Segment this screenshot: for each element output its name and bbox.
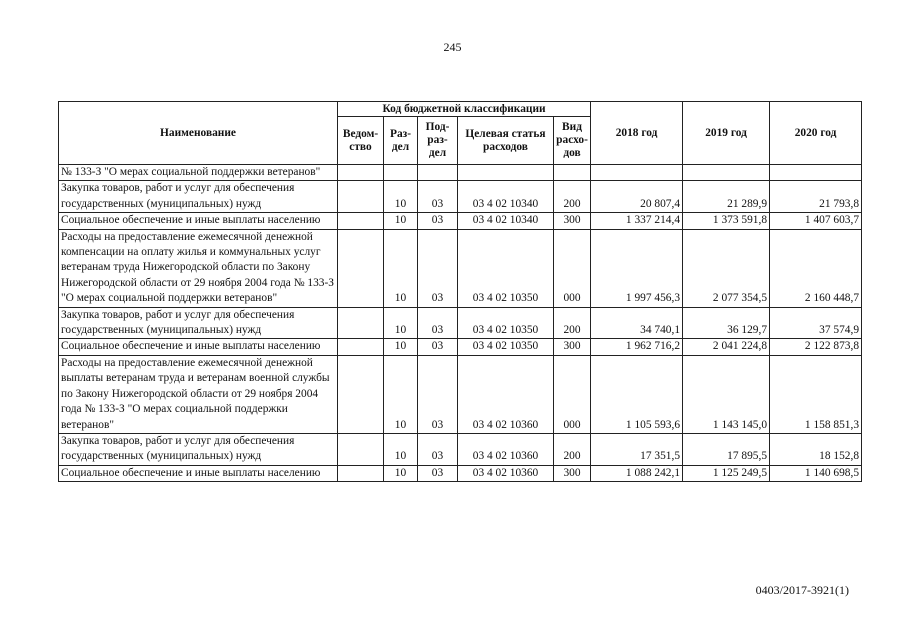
row-podrazdel-cell: 03 [418, 307, 458, 339]
table-row [59, 465, 862, 481]
table-row [59, 339, 862, 355]
row-name-cell: № 133-З "О мерах социальной поддержки ветеранов" [59, 165, 338, 181]
row-name-cell: Закупка товаров, работ и услуг для обеспечения государственных (муниципальных) нужд [59, 307, 338, 339]
row-celevaya-cell: 03 4 02 10360 [458, 433, 554, 465]
row-2019-cell: 36 129,7 [683, 307, 770, 339]
row-vid-cell [554, 165, 591, 181]
row-2019-cell: 1 143 145,0 [683, 355, 770, 433]
row-name-cell: Социальное обеспечение и иные выплаты населению [59, 339, 338, 355]
row-podrazdel-cell: 03 [418, 465, 458, 481]
row-2019-cell: 2 077 354,5 [683, 229, 770, 307]
row-2019-cell: 1 125 249,5 [683, 465, 770, 481]
row-podrazdel-cell: 03 [418, 433, 458, 465]
row-razdel-cell: 10 [384, 433, 418, 465]
row-vedomstvo-cell [338, 213, 384, 229]
row-2018-cell: 20 807,4 [591, 181, 683, 213]
row-2020-cell: 1 140 698,5 [770, 465, 862, 481]
row-podrazdel-cell: 03 [418, 229, 458, 307]
row-vedomstvo-cell [338, 307, 384, 339]
row-razdel-cell: 10 [384, 213, 418, 229]
row-vid-cell: 000 [554, 355, 591, 433]
row-vid-cell: 200 [554, 181, 591, 213]
header-vedomstvo: Ведом-ство [338, 117, 384, 165]
row-name-cell: Социальное обеспечение и иные выплаты населению [59, 465, 338, 481]
row-name-cell: Расходы на предоставление ежемесячной денежной компенсации на оплату жилья и коммунальных услуг ветеранам труда Нижегородской области по Закону Нижегородской области от 29 ноября 2004 года № 133-З "О мерах социальной поддержки ветеранов" [59, 229, 338, 307]
row-2019-cell: 17 895,5 [683, 433, 770, 465]
row-vid-cell: 300 [554, 465, 591, 481]
row-celevaya-cell: 03 4 02 10340 [458, 213, 554, 229]
header-2020: 2020 год [770, 102, 862, 165]
row-2020-cell: 2 160 448,7 [770, 229, 862, 307]
row-vedomstvo-cell [338, 339, 384, 355]
row-2018-cell: 34 740,1 [591, 307, 683, 339]
header-name: Наименование [59, 102, 338, 165]
row-2018-cell: 1 105 593,6 [591, 355, 683, 433]
row-2020-cell: 2 122 873,8 [770, 339, 862, 355]
page-number: 245 [443, 40, 462, 54]
table-row [59, 213, 862, 229]
row-razdel-cell: 10 [384, 339, 418, 355]
row-2018-cell [591, 165, 683, 181]
row-vedomstvo-cell [338, 165, 384, 181]
row-razdel-cell [384, 165, 418, 181]
row-name-cell: Закупка товаров, работ и услуг для обеспечения государственных (муниципальных) нужд [59, 181, 338, 213]
row-2020-cell: 37 574,9 [770, 307, 862, 339]
row-podrazdel-cell: 03 [418, 181, 458, 213]
row-celevaya-cell: 03 4 02 10360 [458, 355, 554, 433]
row-2018-cell: 1 088 242,1 [591, 465, 683, 481]
row-razdel-cell: 10 [384, 181, 418, 213]
row-vedomstvo-cell [338, 465, 384, 481]
table-row [59, 355, 862, 433]
row-2018-cell: 1 962 716,2 [591, 339, 683, 355]
row-podrazdel-cell [418, 165, 458, 181]
row-vedomstvo-cell [338, 355, 384, 433]
header-2019: 2019 год [683, 102, 770, 165]
header-2018: 2018 год [591, 102, 683, 165]
table-row [59, 229, 862, 307]
row-2019-cell: 2 041 224,8 [683, 339, 770, 355]
row-2018-cell: 1 337 214,4 [591, 213, 683, 229]
row-vedomstvo-cell [338, 433, 384, 465]
row-name-cell: Расходы на предоставление ежемесячной денежной выплаты ветеранам труда и ветеранам военной службы по Закону Нижегородской области от 29 ноября 2004 года № 133-З "О мерах социальной поддержки ветеранов" [59, 355, 338, 433]
header-budget-code-group: Код бюджетной классификации [338, 102, 591, 117]
row-razdel-cell: 10 [384, 229, 418, 307]
row-vid-cell: 300 [554, 339, 591, 355]
row-2019-cell [683, 165, 770, 181]
header-celevaya-statya: Целевая статья расходов [458, 117, 554, 165]
row-podrazdel-cell: 03 [418, 213, 458, 229]
header-podrazdel: Под-раз-дел [418, 117, 458, 165]
table-header [59, 102, 862, 165]
row-razdel-cell: 10 [384, 355, 418, 433]
row-podrazdel-cell: 03 [418, 355, 458, 433]
row-2018-cell: 17 351,5 [591, 433, 683, 465]
header-razdel: Раз-дел [384, 117, 418, 165]
row-celevaya-cell: 03 4 02 10350 [458, 339, 554, 355]
table-row [59, 433, 862, 465]
row-2020-cell: 18 152,8 [770, 433, 862, 465]
row-celevaya-cell: 03 4 02 10350 [458, 229, 554, 307]
row-name-cell: Социальное обеспечение и иные выплаты населению [59, 213, 338, 229]
table-row [59, 181, 862, 213]
table-row [59, 307, 862, 339]
budget-table [58, 101, 862, 482]
row-celevaya-cell: 03 4 02 10360 [458, 465, 554, 481]
row-2019-cell: 21 289,9 [683, 181, 770, 213]
row-vid-cell: 300 [554, 213, 591, 229]
row-2019-cell: 1 373 591,8 [683, 213, 770, 229]
header-vid-rashodov: Вид расхо-дов [554, 117, 591, 165]
row-2020-cell: 21 793,8 [770, 181, 862, 213]
row-vedomstvo-cell [338, 181, 384, 213]
table-row [59, 165, 862, 181]
row-name-cell: Закупка товаров, работ и услуг для обеспечения государственных (муниципальных) нужд [59, 433, 338, 465]
row-vid-cell: 000 [554, 229, 591, 307]
row-celevaya-cell: 03 4 02 10340 [458, 181, 554, 213]
row-2020-cell [770, 165, 862, 181]
row-podrazdel-cell: 03 [418, 339, 458, 355]
row-vid-cell: 200 [554, 307, 591, 339]
row-vedomstvo-cell [338, 229, 384, 307]
row-celevaya-cell: 03 4 02 10350 [458, 307, 554, 339]
row-2020-cell: 1 407 603,7 [770, 213, 862, 229]
row-2020-cell: 1 158 851,3 [770, 355, 862, 433]
row-celevaya-cell [458, 165, 554, 181]
row-vid-cell: 200 [554, 433, 591, 465]
table-body [59, 165, 862, 482]
row-razdel-cell: 10 [384, 465, 418, 481]
row-razdel-cell: 10 [384, 307, 418, 339]
row-2018-cell: 1 997 456,3 [591, 229, 683, 307]
document-code: 0403/2017-3921(1) [755, 583, 849, 597]
